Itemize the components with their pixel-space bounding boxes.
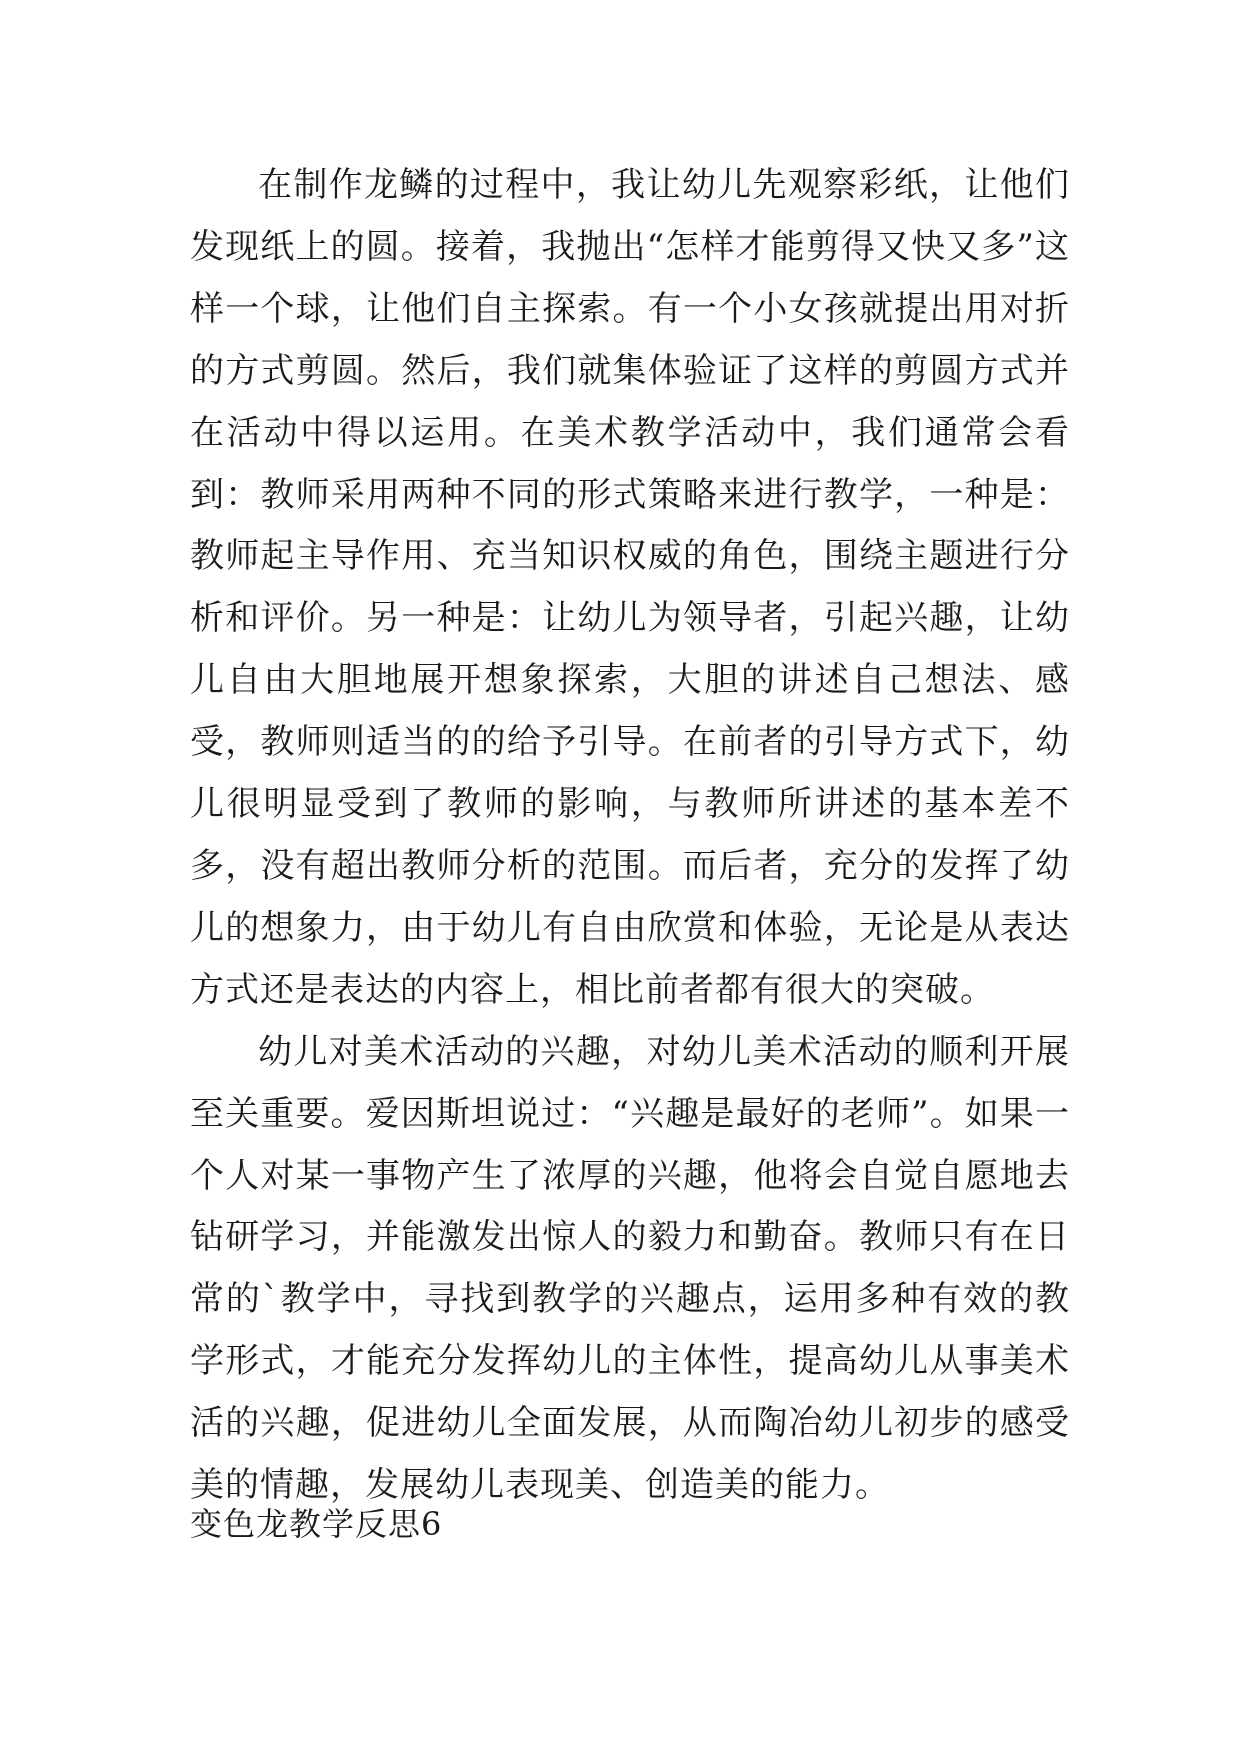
section-heading: 变色龙教学反思6 — [190, 1505, 443, 1543]
body-text — [190, 155, 1070, 1517]
paragraph-1: 在制作龙鳞的过程中，我让幼儿先观察彩纸，让他们发现纸上的圆。接着，我抛出“怎样才能剪得又快又多”这样一个球，让他们自主探索。有一个小女孩就提出用对折的方式剪圆。然后，我们就集体验证了这样的剪圆方式并在活动中得以运用。在美术教学活动中，我们通常会看到：教师采用两种不同的形式策略来进行教学，一种是：教师起主导作用、充当知识权威的角色，围绕主题进行分析和评价。另一种是：让幼儿为领导者，引起兴趣，让幼儿自由大胆地展开想象探索，大胆的讲述自己想法、感受，教师则适当的的给予引导。在前者的引导方式下，幼儿很明显受到了教师的影响，与教师所讲述的基本差不多，没有超出教师分析的范围。而后者，充分的发挥了幼儿的想象力，由于幼儿有自由欣赏和体验，无论是从表达方式还是表达的内容上，相比前者都有很大的突破。 — [190, 165, 1070, 1010]
paragraph-2: 幼儿对美术活动的兴趣，对幼儿美术活动的顺利开展至关重要。爱因斯坦说过：“兴趣是最好的老师”。如果一个人对某一事物产生了浓厚的兴趣，他将会自觉自愿地去钻研学习，并能激发出惊人的毅力和勤奋。教师只有在日常的`教学中，寻找到教学的兴趣点，运用多种有效的教学形式，才能充分发挥幼儿的主体性，提高幼儿从事美术活的兴趣，促进幼儿全面发展，从而陶冶幼儿初步的感受美的情趣，发展幼儿表现美、创造美的能力。 — [190, 1031, 1070, 1506]
